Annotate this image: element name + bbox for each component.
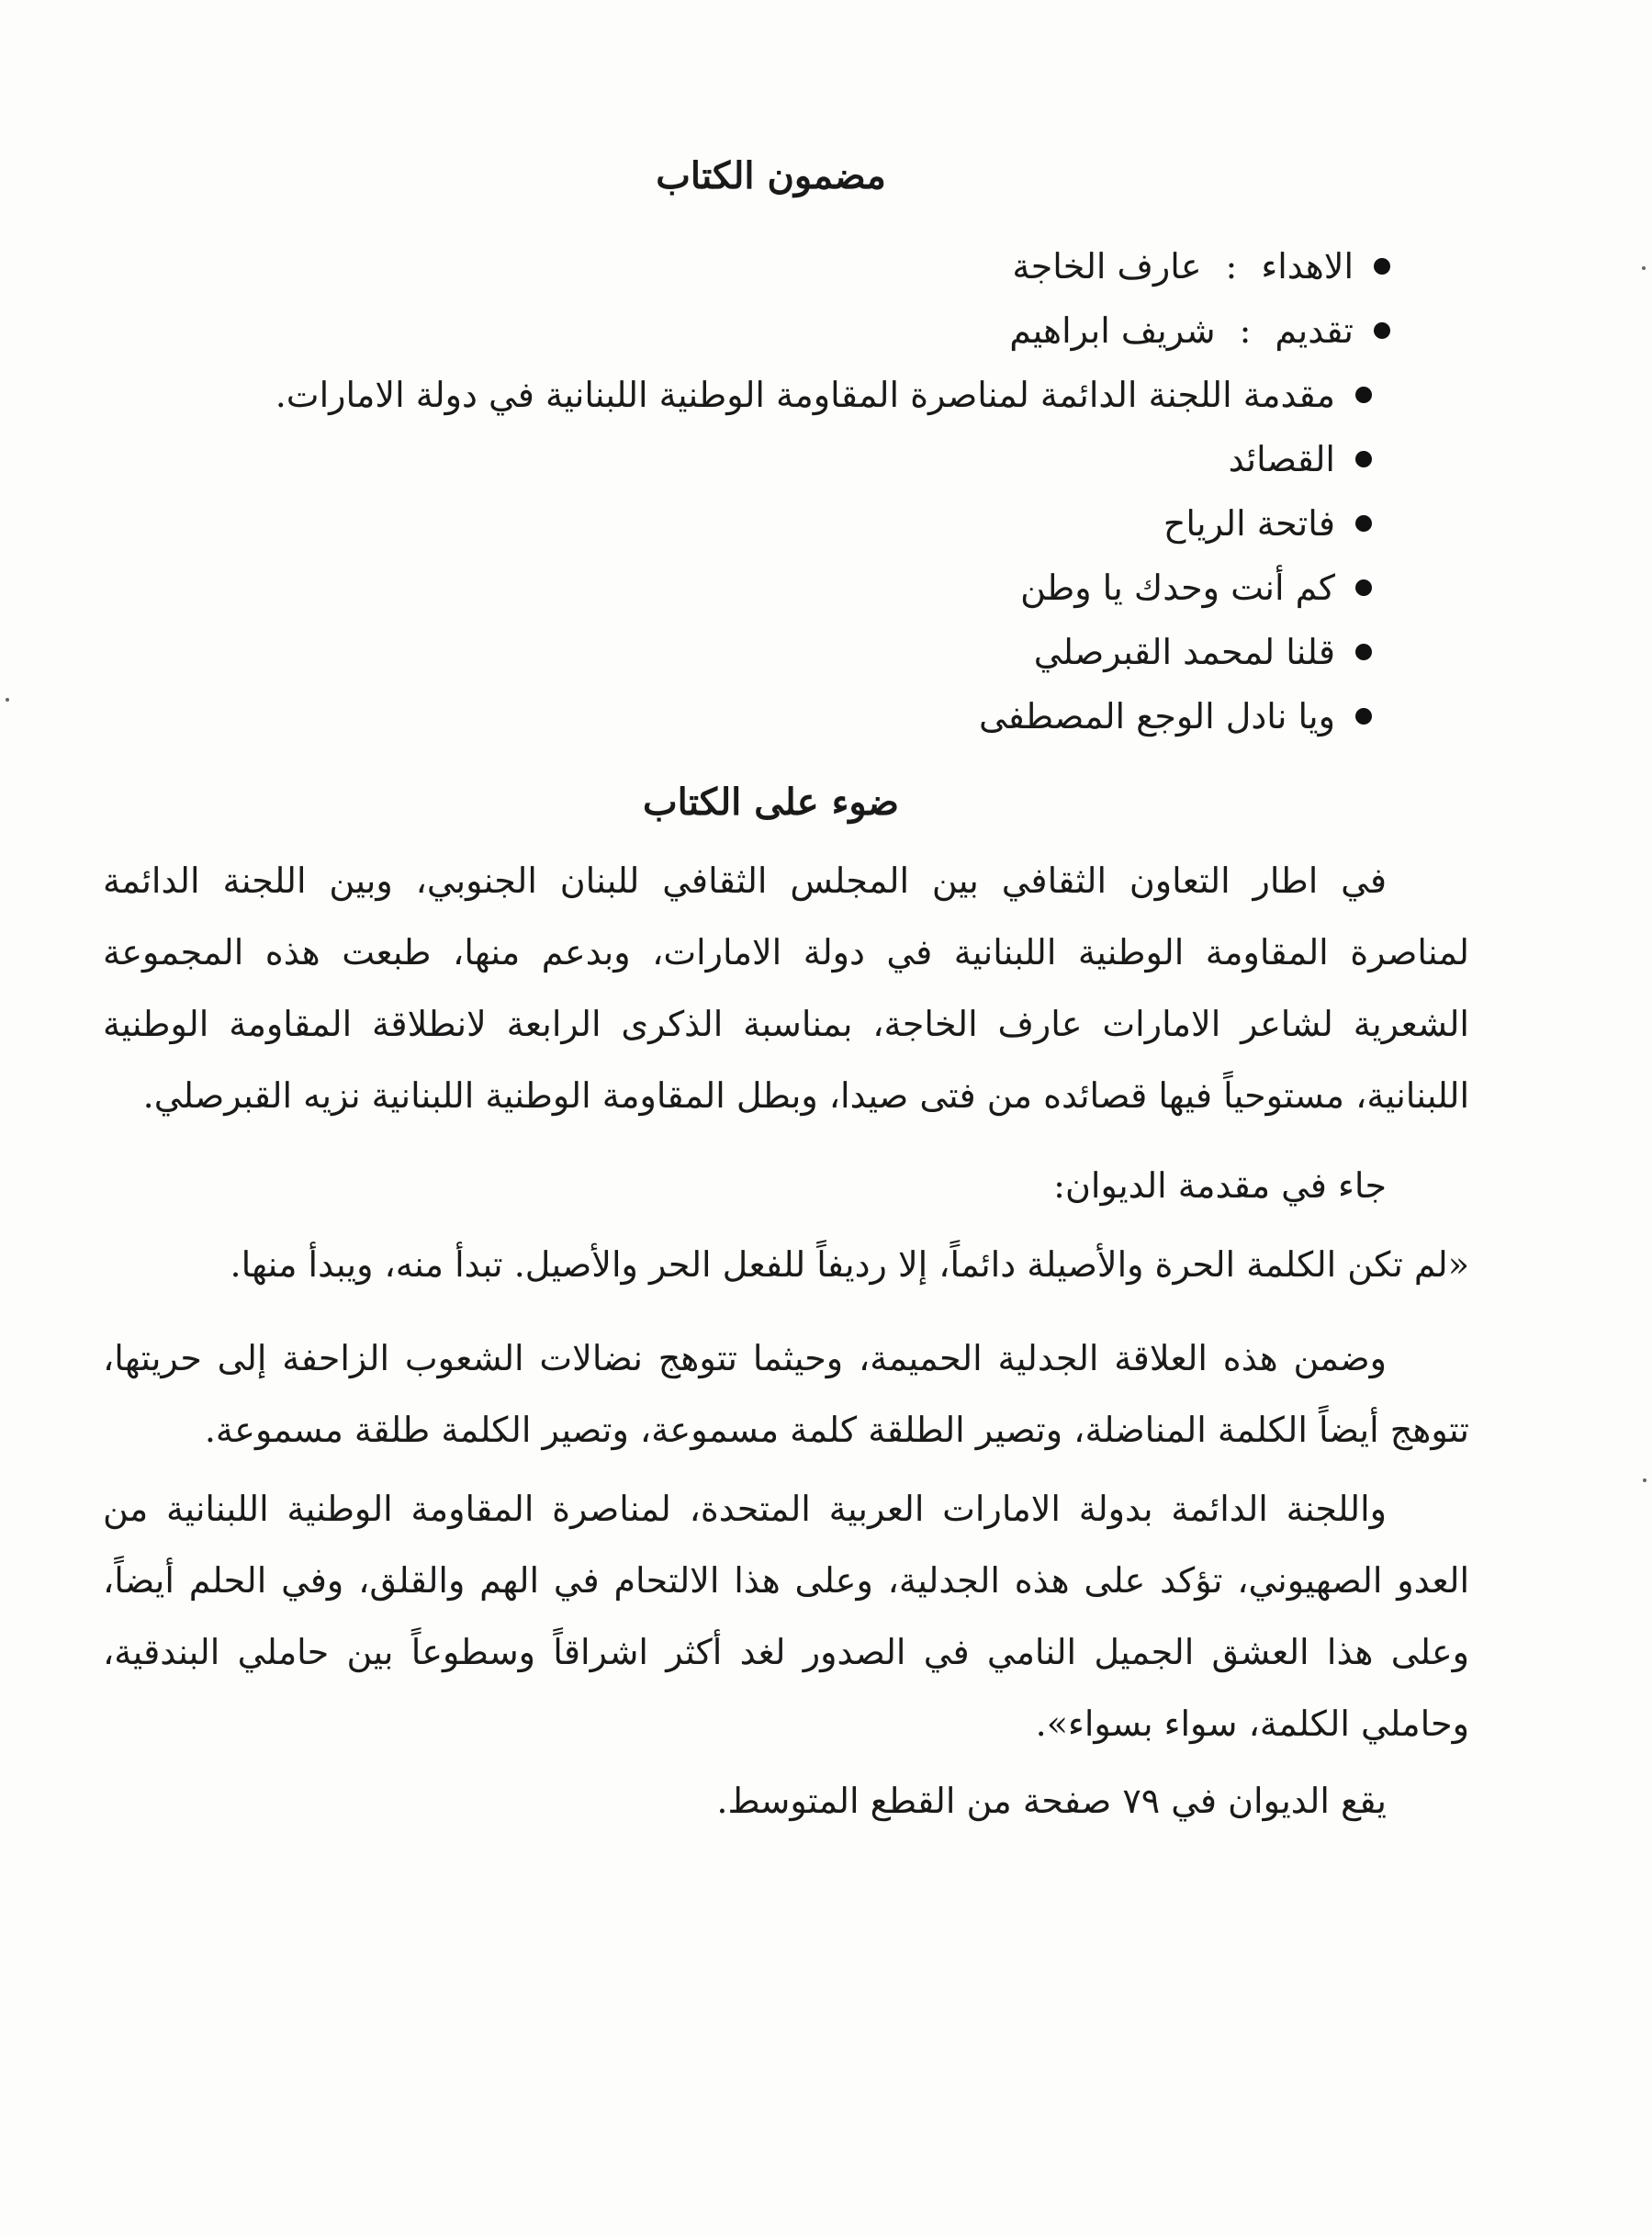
toc-item [275, 375, 1372, 415]
bullet-icon [1355, 644, 1372, 660]
bullet-icon [1355, 451, 1372, 467]
bullet-icon [1355, 515, 1372, 532]
bullet-icon [1374, 258, 1390, 275]
toc-dedication-label: الاهداء [1261, 246, 1354, 287]
toc-item [1163, 503, 1372, 544]
toc-intro [1009, 310, 1390, 351]
toc-item-label: فاتحة الرياح [1163, 503, 1335, 544]
colon-separator: : [1225, 246, 1238, 287]
scan-speck [6, 698, 9, 702]
about-paragraph: جاء في مقدمة الديوان: [1053, 1165, 1387, 1206]
quote-paragraph: واللجنة الدائمة بدولة الامارات العربية المتحدة، لمناصرة المقاومة الوطنية اللبنانية من العدو الصهيوني، تؤكد على هذه الجدلية، وعلى هذا الالتحام في الهم والقلق، وفي الحلم أيضاً، وعلى هذا العشق الجميل النامي في الصدور لغد أكثر اشراقاً وسطوعاً بين حاملي البندقية، وحاملي الكلمة، سواء بسواء». [103, 1489, 1469, 1744]
toc-item-label: كم أنت وحدك يا وطن [1020, 568, 1335, 608]
colon-separator: : [1239, 310, 1252, 351]
quote-paragraph: «لم تكن الكلمة الحرة والأصيلة دائماً، إلا رديفاً للفعل الحر والأصيل. تبدأ منه، ويبدأ منها. [230, 1244, 1469, 1285]
toc-item [1020, 568, 1372, 608]
scan-speck [1642, 266, 1646, 270]
toc-item [979, 696, 1372, 736]
about-heading: ضوء على الكتاب [642, 781, 900, 824]
bullet-icon [1355, 387, 1372, 403]
toc-item-label: قلنا لمحمد القبرصلي [1033, 632, 1335, 672]
toc-item-label: ويا نادل الوجع المصطفى [978, 696, 1335, 736]
toc-heading: مضمون الكتاب [656, 154, 886, 197]
toc-item [1034, 632, 1372, 672]
bullet-icon [1355, 579, 1372, 596]
about-paragraph: يقع الديوان في ٧٩ صفحة من القطع المتوسط. [716, 1781, 1387, 1821]
about-paragraph: في اطار التعاون الثقافي بين المجلس الثقافي للبنان الجنوبي، وبين اللجنة الدائمة لمناصرة المقاومة الوطنية اللبنانية في دولة الامارات، وبدعم منها، طبعت هذه المجموعة الشعرية لشاعر الامارات عارف الخاجة، بمناسبة الذكرى الرابعة لانطلاقة المقاومة الوطنية اللبنانية، مستوحياً فيها قصائده من فتى صيدا، وبطل المقاومة الوطنية اللبنانية نزيه القبرصلي. [103, 860, 1469, 1116]
toc-dedication-value: عارف الخاجة [1012, 246, 1202, 287]
toc-intro-value: شريف ابراهيم [1009, 310, 1216, 351]
scan-speck [1643, 1478, 1646, 1482]
toc-intro-label: تقديم [1275, 310, 1354, 351]
quote-paragraph: وضمن هذه العلاقة الجدلية الحميمة، وحيثما تتوهج نضالات الشعوب الزاحفة إلى حريتها، تتوهج أيضاً الكلمة المناضلة، وتصير الطلقة كلمة مسموعة، وتصير الكلمة طلقة مسموعة. [103, 1338, 1469, 1450]
toc-item-label: مقدمة اللجنة الدائمة لمناصرة المقاومة الوطنية اللبنانية في دولة الامارات. [275, 375, 1335, 415]
bullet-icon [1355, 708, 1372, 725]
toc-item [1229, 439, 1372, 479]
bullet-icon [1374, 322, 1390, 339]
toc-dedication [1012, 246, 1390, 287]
toc-item-label: القصائد [1228, 439, 1335, 479]
